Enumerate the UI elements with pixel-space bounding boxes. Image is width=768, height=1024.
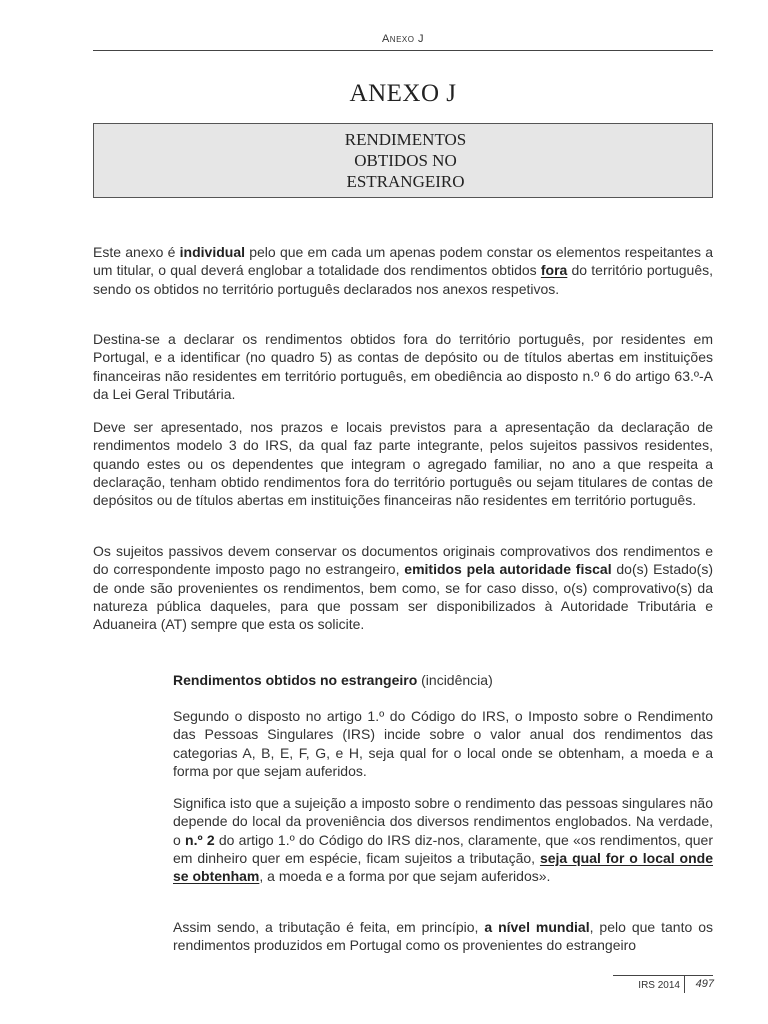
paragraph-text: Os sujeitos passivos devem conservar os documentos originais comprovativos dos rendimentos e do correspondente imposto pago no estrangeiro, — [93, 543, 713, 578]
paragraph-text: do artigo 1.º do Código do IRS diz-nos, claramente, que «os rendimentos, quer em dinheiro quer em espécie, ficam sujeitos a tributação, — [173, 831, 714, 866]
paragraph-text: Significa isto que a sujeição a imposto sobre o rendimento das pessoas singulares não depende do local da proveniência dos diversos rendimentos englobados. Na verdade, o — [173, 795, 713, 848]
paragraph-text: do(s) Estado(s) de onde são provenientes os rendimentos, bem como, se for caso disso, o(s) comprovativo(s) da natureza pública daqueles, para que possam ser disponibilizados à Autoridade Tributária e Aduaneira (AT) sempre que esta os solicite. — [93, 561, 713, 633]
paragraph-purpose: Destina-se a declarar os rendimentos obtidos fora do território português, por residentes em Portugal, e a identificar (no quadro 5) as contas de depósito ou de títulos abertas em instituições financeiras não residentes em território português, em obediência ao disposto n.º 6 do artigo 63.º-A da Lei Geral Tributária. — [93, 331, 713, 402]
paragraph-text: , a moeda e a forma por que sejam auferidos». — [259, 868, 551, 885]
emphasis-autoridade-fiscal: emitidos pela autoridade fiscal — [404, 561, 612, 578]
footer-divider — [684, 975, 685, 993]
section-heading-bold: Rendimentos obtidos no estrangeiro — [173, 672, 418, 688]
subtitle-box — [93, 123, 713, 198]
paragraph-text: do território português, sendo os obtidos no território português declarados nos anexos respetivos. — [93, 262, 713, 297]
footer-rule — [613, 975, 713, 976]
page-title: ANEXO J — [349, 80, 457, 107]
emphasis-local: seja qual for o local onde se obtenham — [173, 849, 713, 885]
footer-label: IRS 2014 — [638, 980, 680, 991]
emphasis-n2: n.º 2 — [185, 831, 215, 848]
emphasis-individual: individual — [179, 244, 245, 260]
running-header-text: Anexo J — [381, 33, 425, 45]
paragraph-submission: Deve ser apresentado, nos prazos e locais previstos para a apresentação da declaração de rendimentos modelo 3 do IRS, da qual faz parte integrante, pelos sujeitos passivos residentes, quando estes ou os dependentes que integram o agregado familiar, no ano a que respeita a declaração, tenham obtido rendimentos fora do território português ou sejam titulares de contas de depósitos ou de títulos abertas em instituições financeiras não residentes em território português. — [93, 419, 713, 509]
paragraph-documents — [93, 542, 713, 633]
emphasis-fora: fora — [540, 262, 568, 279]
page-subtitle: RENDIMENTOS OBTIDOS NO ESTRANGEIRO — [344, 130, 467, 191]
paragraph-text: Este anexo é — [93, 244, 180, 260]
section-paragraph-worldwide — [173, 918, 713, 955]
running-header — [93, 33, 713, 45]
header-rule — [93, 50, 713, 51]
paragraph-text: pelo que em cada um apenas podem constar os elementos respeitantes a um titular, o qual deverá englobar a totalidade dos rendimentos obtidos — [93, 244, 713, 279]
paragraph-individual — [93, 243, 713, 298]
paragraph-text: Assim sendo, a tributação é feita, em princípio, — [173, 919, 485, 935]
section-paragraph-incidence: Segundo o disposto no artigo 1.º do Código do IRS, o Imposto sobre o Rendimento das Pessoas Singulares (IRS) incide sobre o valor anual dos rendimentos das categorias A, B, E, F, G, e H, seja qual for o local onde se obtenham, a moeda e a forma por que sejam auferidos. — [173, 708, 713, 779]
section-heading-note: (incidência) — [417, 672, 493, 688]
page-number: 497 — [695, 978, 714, 990]
paragraph-text: , pelo que tanto os rendimentos produzidos em Portugal como os provenientes do estrangeiro — [173, 919, 713, 954]
section-paragraph-meaning — [173, 794, 713, 885]
section-heading — [173, 671, 713, 689]
emphasis-nivel-mundial: a nível mundial — [484, 919, 590, 935]
